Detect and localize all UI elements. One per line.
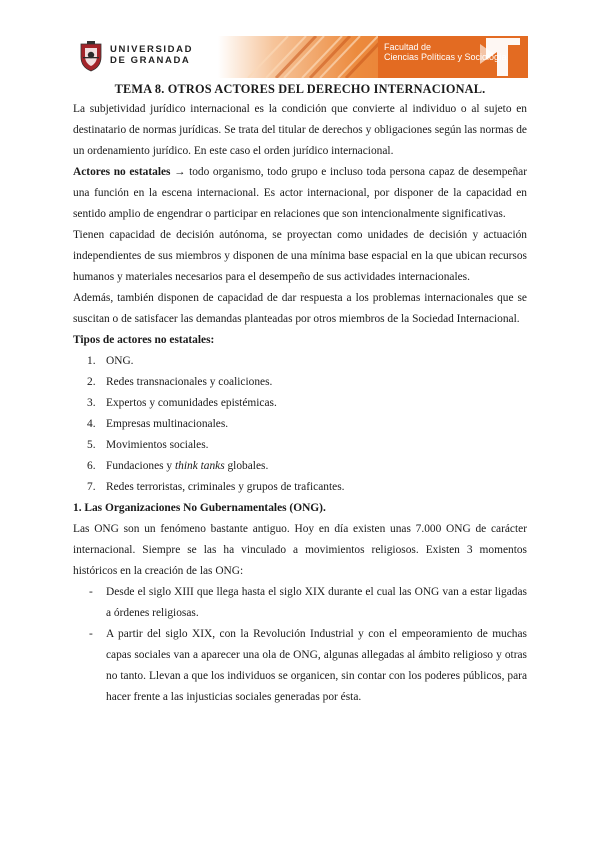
list-item <box>73 456 527 477</box>
document-body <box>73 80 527 708</box>
list-item-number: 2. <box>87 376 96 388</box>
paragraph-autonomy: Tienen capacidad de decisión autónoma, se proyectan como unidades de decisión y actuación independientes de sus miembros y disponen de una mínima base espacial en la que ubican recursos humanos y materiales necesarios para el desempeño de sus actividades internacionales. <box>73 229 527 283</box>
historical-moments-list <box>73 582 527 708</box>
list-item-number: 7. <box>87 481 96 493</box>
list-item-text: Movimientos sociales. <box>106 439 209 451</box>
university-logo <box>78 40 218 74</box>
list-item-text-before: Fundaciones y <box>106 460 175 472</box>
list-item <box>73 351 527 372</box>
non-state-actors-definition: → todo organismo, todo grupo e incluso toda persona capaz de desempeñar una función en la escena internacional. Es actor internacional, por disponer de la capacidad en sentido amplio de engendrar o participar en relaciones que son intencionalmente significativas. <box>73 166 527 220</box>
list-item-dash: - <box>89 586 93 598</box>
section1-heading: 1. Las Organizaciones No Gubernamentales (ONG). <box>73 502 326 514</box>
list-item-text: Desde el siglo XIII que llega hasta el siglo XIX durante el cual las ONG van a estar ligadas a órdenes religiosas. <box>106 586 527 619</box>
faculty-banner <box>218 36 528 78</box>
paragraph-capacity: Además, también disponen de capacidad de dar respuesta a los problemas internacionales que se suscitan o de satisfacer las demandas planteadas por otros miembros de la Sociedad Internacional. <box>73 292 527 325</box>
list-item-number: 3. <box>87 397 96 409</box>
university-name <box>110 44 193 66</box>
list-item <box>73 624 527 708</box>
types-list <box>73 351 527 498</box>
list-item-number: 1. <box>87 355 96 367</box>
paragraph-non-state-actors <box>73 162 527 225</box>
list-item-text: ONG. <box>106 355 134 367</box>
university-name-line2: DE GRANADA <box>110 55 191 66</box>
list-item <box>73 414 527 435</box>
paragraph-subjectivity: La subjetividad jurídico internacional es la condición que convierte al individuo o al sujeto en destinatario de normas jurídicas. Se trata del titular de derechos y obligaciones según las normas de un ordenamiento jurídico. En este caso el orden jurídico internacional. <box>73 103 527 157</box>
list-item <box>73 435 527 456</box>
types-heading: Tipos de actores no estatales: <box>73 334 215 346</box>
faculty-name <box>384 42 507 62</box>
list-item-dash: - <box>89 628 93 640</box>
faculty-name-line1: Facultad de <box>384 42 432 52</box>
paragraph-ong-intro: Las ONG son un fenómeno bastante antiguo. Hoy en día existen unas 7.000 ONG de carácter internacional. Siempre se las ha vinculado a movimientos religiosos. Existen 3 momentos históricos en la creación de las ONG: <box>73 523 527 577</box>
list-item-text: Empresas multinacionales. <box>106 418 229 430</box>
list-item-text: Expertos y comunidades epistémicas. <box>106 397 277 409</box>
list-item-text-italic: think tanks <box>174 460 225 472</box>
list-item <box>73 372 527 393</box>
list-item-text: Redes terroristas, criminales y grupos de traficantes. <box>106 481 345 493</box>
university-crest-icon <box>78 40 104 72</box>
list-item-text-after: globales. <box>224 460 269 472</box>
page-header <box>78 36 528 78</box>
list-item-text: Redes transnacionales y coaliciones. <box>106 376 273 388</box>
list-item <box>73 393 527 414</box>
list-item-number: 6. <box>87 460 96 472</box>
list-item <box>73 477 527 498</box>
university-name-line1: UNIVERSIDAD <box>110 44 194 55</box>
list-item <box>73 582 527 624</box>
non-state-actors-label: Actores no estatales <box>73 166 171 178</box>
list-item-text: A partir del siglo XIX, con la Revolución Industrial y con el empeoramiento de muchas capas sociales van a aparecer una ola de ONG, algunas allegadas al ámbito religioso y otras no tanto. Llevan a que los individuos se organicen, sin contar con los poderes públicos, para hacer frente a las injusticias sociales generadas por ésta. <box>106 628 527 703</box>
document-title: TEMA 8. OTROS ACTORES DEL DERECHO INTERNACIONAL. <box>114 82 486 96</box>
list-item-number: 4. <box>87 418 96 430</box>
list-item-number: 5. <box>87 439 96 451</box>
faculty-name-line2: Ciencias Políticas y Sociología <box>384 52 507 62</box>
